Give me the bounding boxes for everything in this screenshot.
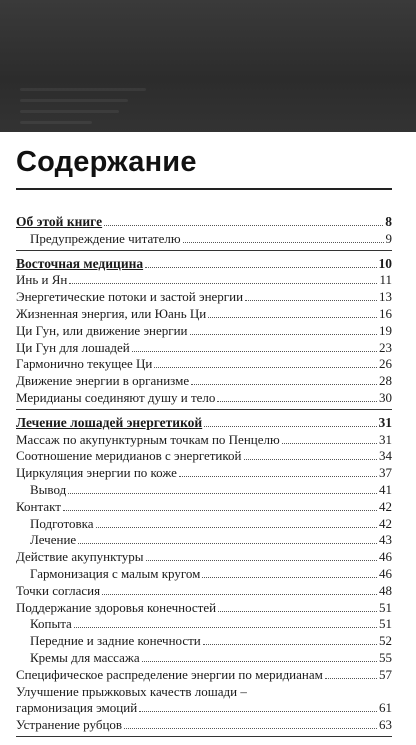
toc-entry-label: Жизненная энергия, или Юань Ци <box>16 305 207 321</box>
dot-leader <box>69 283 377 284</box>
toc-page-number: 9 <box>385 230 392 246</box>
toc-page-number: 23 <box>379 339 392 355</box>
toc-entry-label: Об этой книге <box>16 214 103 229</box>
toc-entry[interactable] <box>16 717 392 734</box>
toc-page-number: 11 <box>379 272 392 288</box>
toc-entry[interactable] <box>16 684 392 701</box>
dot-leader <box>124 728 377 729</box>
toc-entry[interactable] <box>16 566 392 583</box>
toc-chapter[interactable] <box>16 415 392 432</box>
toc-entry[interactable] <box>16 633 392 650</box>
table-of-contents <box>16 214 392 742</box>
toc-page-number: 41 <box>379 481 392 497</box>
toc-page-number: 31 <box>378 414 392 430</box>
toc-entry-label: гармонизация эмоций <box>16 700 138 716</box>
toc-page-number: 26 <box>379 356 392 372</box>
dot-leader <box>204 426 376 427</box>
dot-leader <box>202 577 377 578</box>
toc-entry-label: Движение энергии в организме <box>16 373 190 389</box>
dot-leader <box>282 443 377 444</box>
toc-entry[interactable] <box>16 499 392 516</box>
dot-leader <box>139 711 377 712</box>
dot-leader <box>142 661 377 662</box>
toc-entry-label: Циркуляция энергии по коже <box>16 465 177 481</box>
toc-entry[interactable] <box>16 231 392 248</box>
ghost-lines <box>20 88 200 132</box>
toc-entry[interactable] <box>16 289 392 306</box>
ghost-line <box>20 110 119 113</box>
toc-section <box>16 415 392 737</box>
toc-entry-label: Энергетические потоки и застой энергии <box>16 289 244 305</box>
dot-leader <box>104 225 383 226</box>
dot-leader <box>203 644 377 645</box>
toc-entry-label: Улучшение прыжковых качеств лошади – <box>16 683 247 699</box>
toc-entry[interactable] <box>16 390 392 407</box>
dot-leader <box>74 627 377 628</box>
toc-entry-label: Подготовка <box>30 515 94 531</box>
toc-entry[interactable] <box>16 650 392 667</box>
toc-section <box>16 214 392 251</box>
toc-section <box>16 256 392 410</box>
toc-entry-label: Меридианы соединяют душу и тело <box>16 389 216 405</box>
toc-entry[interactable] <box>16 516 392 533</box>
toc-entry[interactable] <box>16 482 392 499</box>
toc-entry-label: Контакт <box>16 498 61 514</box>
toc-page-number: 13 <box>379 289 392 305</box>
toc-page-number: 52 <box>379 633 392 649</box>
toc-entry[interactable] <box>16 465 392 482</box>
toc-page-number: 46 <box>379 565 392 581</box>
dot-leader <box>218 611 377 612</box>
dot-leader <box>190 334 377 335</box>
toc-entry[interactable] <box>16 356 392 373</box>
dot-leader <box>325 678 377 679</box>
dot-leader <box>102 594 377 595</box>
toc-page-number: 61 <box>379 700 392 716</box>
header-band <box>0 0 416 132</box>
page-title: Содержание <box>16 146 197 178</box>
dot-leader <box>179 476 377 477</box>
toc-page-number: 37 <box>379 465 392 481</box>
toc-entry[interactable] <box>16 532 392 549</box>
toc-entry-label: Предупреждение читателю <box>30 230 181 246</box>
toc-page-number: 46 <box>379 549 392 565</box>
toc-page-number: 34 <box>379 448 392 464</box>
toc-page-number: 16 <box>379 305 392 321</box>
toc-entry[interactable] <box>16 616 392 633</box>
toc-entry-label: Действие акупунктуры <box>16 549 144 565</box>
dot-leader <box>146 560 377 561</box>
toc-entry-label: Ци Гун, или движение энергии <box>16 322 188 338</box>
dot-leader <box>217 401 377 402</box>
dot-leader <box>245 300 377 301</box>
dot-leader <box>183 242 384 243</box>
toc-page-number: 31 <box>379 431 392 447</box>
toc-entry[interactable] <box>16 323 392 340</box>
toc-page-number: 48 <box>379 582 392 598</box>
toc-entry-label: Лечение <box>30 532 77 548</box>
dot-leader <box>191 384 377 385</box>
dot-leader <box>244 459 377 460</box>
title-rule <box>16 188 392 190</box>
toc-entry[interactable] <box>16 340 392 357</box>
dot-leader <box>63 510 377 511</box>
dot-leader <box>154 367 377 368</box>
toc-entry-label: Лечение лошадей энергетикой <box>16 414 203 430</box>
toc-entry[interactable] <box>16 306 392 323</box>
dot-leader <box>132 351 377 352</box>
toc-entry-label: Поддержание здоровья конечностей <box>16 599 217 615</box>
toc-entry[interactable] <box>16 700 392 717</box>
toc-page-number: 51 <box>379 599 392 615</box>
toc-page-number: 57 <box>379 666 392 682</box>
toc-chapter[interactable] <box>16 256 392 273</box>
dot-leader <box>96 527 377 528</box>
toc-page-number: 43 <box>379 532 392 548</box>
toc-page-number: 30 <box>379 389 392 405</box>
toc-entry[interactable] <box>16 373 392 390</box>
ghost-line <box>20 99 128 102</box>
toc-page-number: 42 <box>379 498 392 514</box>
toc-page-number: 28 <box>379 373 392 389</box>
ghost-line <box>20 88 146 91</box>
ghost-line <box>20 121 92 124</box>
dot-leader <box>68 493 377 494</box>
dot-leader <box>78 543 377 544</box>
toc-page-number: 63 <box>379 717 392 733</box>
toc-entry-label: Гармонично текущее Ци <box>16 356 153 372</box>
toc-entry[interactable] <box>16 600 392 617</box>
dot-leader <box>208 317 377 318</box>
toc-entry[interactable] <box>16 583 392 600</box>
toc-entry-label: Вывод <box>30 481 67 497</box>
toc-entry-label: Гармонизация с малым кругом <box>30 565 201 581</box>
dot-leader <box>145 267 376 268</box>
toc-entry-label: Восточная медицина <box>16 255 144 271</box>
toc-entry-label: Соотношение меридианов с энергетикой <box>16 448 242 464</box>
toc-entry[interactable] <box>16 549 392 566</box>
toc-entry-label: Кремы для массажа <box>30 649 140 665</box>
toc-chapter[interactable] <box>16 214 392 231</box>
toc-entry[interactable] <box>16 432 392 449</box>
toc-page-number: 42 <box>379 515 392 531</box>
toc-page-number: 19 <box>379 322 392 338</box>
toc-page-number: 51 <box>379 616 392 632</box>
toc-entry-label: Массаж по акупунктурным точкам по Пенцелю <box>16 431 280 447</box>
toc-entry-label: Устранение рубцов <box>16 717 123 733</box>
toc-entry[interactable] <box>16 272 392 289</box>
toc-page-number: 55 <box>379 649 392 665</box>
toc-entry-label: Передние и задние конечности <box>30 633 201 649</box>
toc-page-number: 10 <box>378 255 392 271</box>
toc-entry[interactable] <box>16 448 392 465</box>
toc-entry-label: Точки согласия <box>16 582 101 598</box>
toc-entry[interactable] <box>16 667 392 684</box>
toc-entry-label: Копыта <box>30 616 72 632</box>
toc-page-number: 8 <box>385 214 392 229</box>
toc-entry-label: Инь и Ян <box>16 272 68 288</box>
toc-entry-label: Ци Гун для лошадей <box>16 339 130 355</box>
toc-entry-label: Специфическое распределение энергии по меридианам <box>16 666 323 682</box>
